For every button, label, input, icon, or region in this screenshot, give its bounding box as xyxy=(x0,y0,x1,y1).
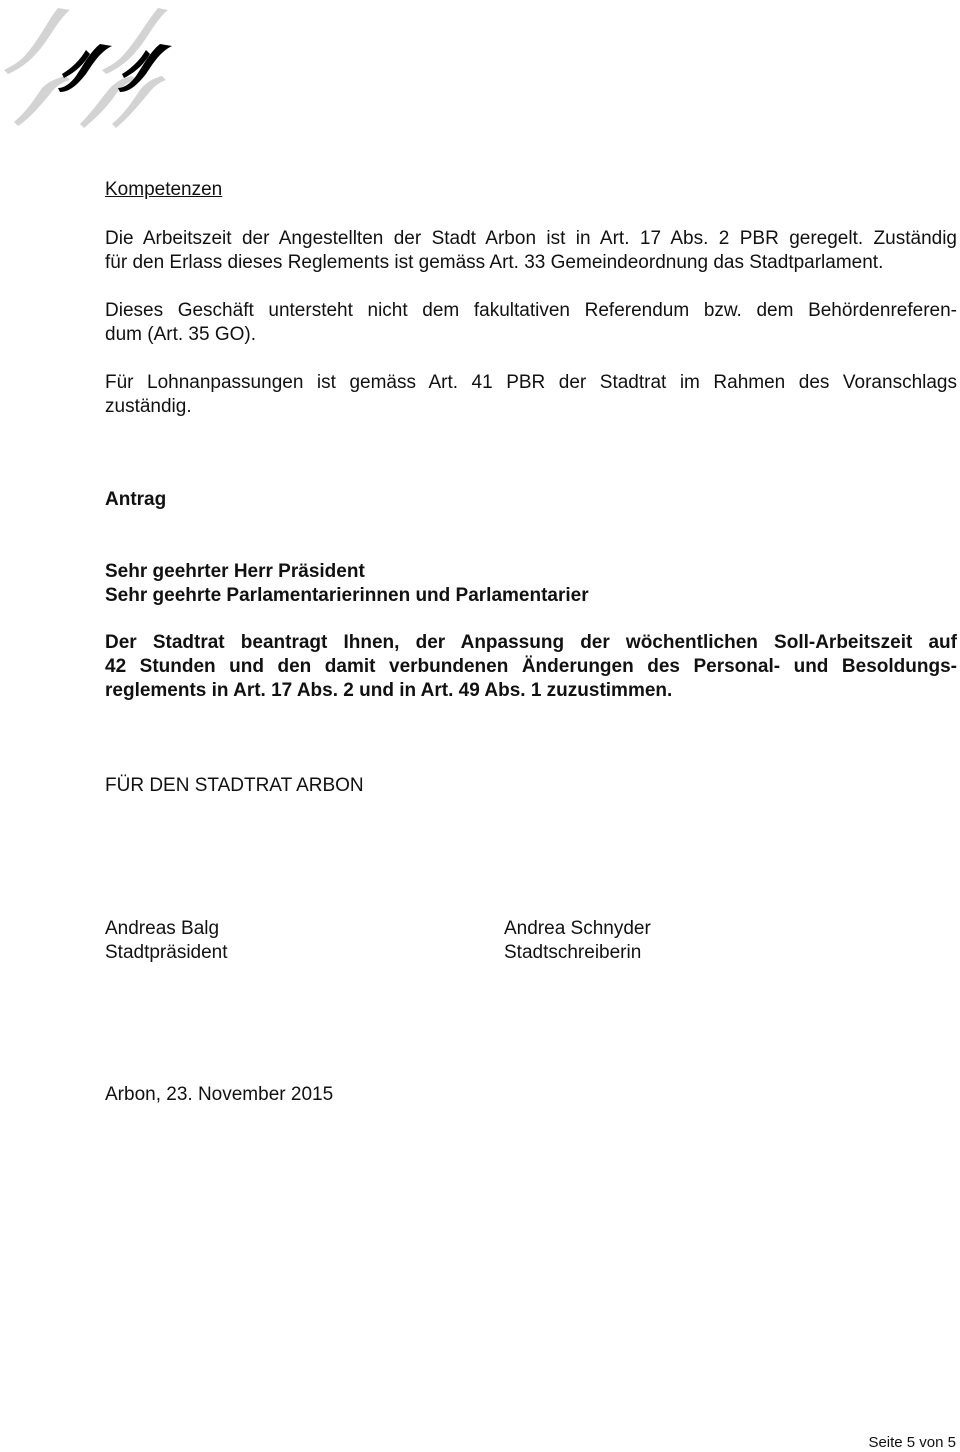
section-heading-antrag: Antrag xyxy=(105,489,167,510)
arbon-logo-icon xyxy=(0,0,180,135)
paragraph-line xyxy=(105,299,957,323)
signatory-right-name: Andrea Schnyder xyxy=(504,918,651,939)
signatory-left-title: Stadtpräsident xyxy=(105,942,228,963)
paragraph-text: Für Lohnanpassungen ist gemäss Art. 41 PBR der Stadtrat im Rahmen des Voranschlags xyxy=(105,372,957,393)
paragraph-text: Dieses Geschäft untersteht nicht dem fakultativen Referendum bzw. dem Behördenreferen- xyxy=(105,300,957,321)
council-closing: FÜR DEN STADTRAT ARBON xyxy=(105,775,364,796)
paragraph-line: für den Erlass dieses Reglements ist gemäss Art. 33 Gemeindeordnung das Stadtparlament. xyxy=(105,252,884,273)
paragraph-line: zuständig. xyxy=(105,396,192,417)
page-number: Seite 5 von 5 xyxy=(868,1434,956,1451)
motion-line: reglements in Art. 17 Abs. 2 und in Art. 49 Abs. 1 zuzustimmen. xyxy=(105,680,673,701)
salutation-line: Sehr geehrte Parlamentarierinnen und Parlamentarier xyxy=(105,585,589,606)
motion-text: 42 Stunden und den damit verbundenen Änderungen des Personal- und Besoldungs- xyxy=(105,656,957,677)
signatory-right-title: Stadtschreiberin xyxy=(504,942,642,963)
motion-line xyxy=(105,631,957,655)
section-heading-kompetenzen: Kompetenzen xyxy=(105,179,223,200)
place-date: Arbon, 23. November 2015 xyxy=(105,1084,334,1105)
motion-text: Der Stadtrat beantragt Ihnen, der Anpassung der wöchentlichen Soll-Arbeitszeit auf xyxy=(105,632,957,653)
salutation-line: Sehr geehrter Herr Präsident xyxy=(105,561,365,582)
motion-line xyxy=(105,655,957,679)
paragraph-text: Die Arbeitszeit der Angestellten der Stadt Arbon ist in Art. 17 Abs. 2 PBR geregelt. Zuständig xyxy=(105,228,957,249)
paragraph-line xyxy=(105,371,957,395)
paragraph-line xyxy=(105,227,957,251)
signatory-left-name: Andreas Balg xyxy=(105,918,220,939)
paragraph-line: dum (Art. 35 GO). xyxy=(105,324,256,345)
